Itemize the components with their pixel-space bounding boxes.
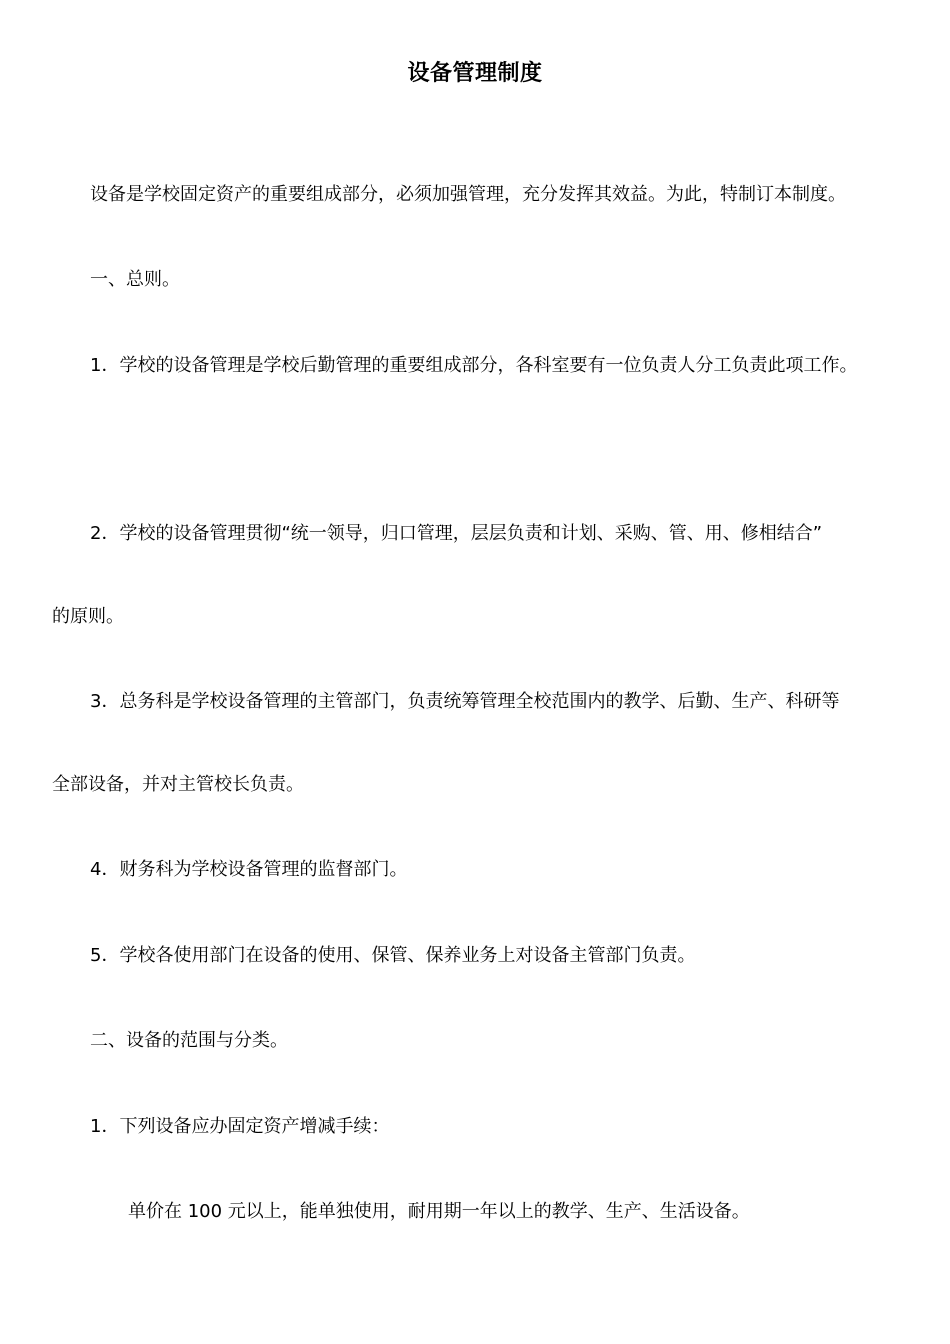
section-heading-general: 一、总则。: [90, 269, 180, 290]
general-item-1: 1．学校的设备管理是学校后勤管理的重要组成部分，各科室要有一位负责人分工负责此项工作。: [90, 355, 858, 376]
general-item-5: 5．学校各使用部门在设备的使用、保管、保养业务上对设备主管部门负责。: [90, 945, 696, 966]
intro-paragraph: 设备是学校固定资产的重要组成部分，必须加强管理，充分发挥其效益。为此，特制订本制度。: [90, 184, 846, 205]
document-title: 设备管理制度: [407, 61, 543, 86]
general-item-2-line-1: 2．学校的设备管理贯彻“统一领导，归口管理，层层负责和计划、采购、管、用、修相结合”: [90, 523, 823, 544]
general-item-4: 4．财务科为学校设备管理的监督部门。: [90, 859, 408, 880]
general-item-3-line-1: 3．总务科是学校设备管理的主管部门，负责统筹管理全校范围内的教学、后勤、生产、科研等: [90, 691, 840, 712]
scope-item-1-detail: 单价在 100 元以上，能单独使用，耐用期一年以上的教学、生产、生活设备。: [128, 1201, 750, 1222]
general-item-3-line-2: 全部设备，并对主管校长负责。: [52, 774, 304, 795]
section-heading-scope: 二、设备的范围与分类。: [90, 1030, 288, 1051]
general-item-2-line-2: 的原则。: [52, 606, 124, 627]
scope-item-1: 1．下列设备应办固定资产增减手续：: [90, 1116, 390, 1137]
